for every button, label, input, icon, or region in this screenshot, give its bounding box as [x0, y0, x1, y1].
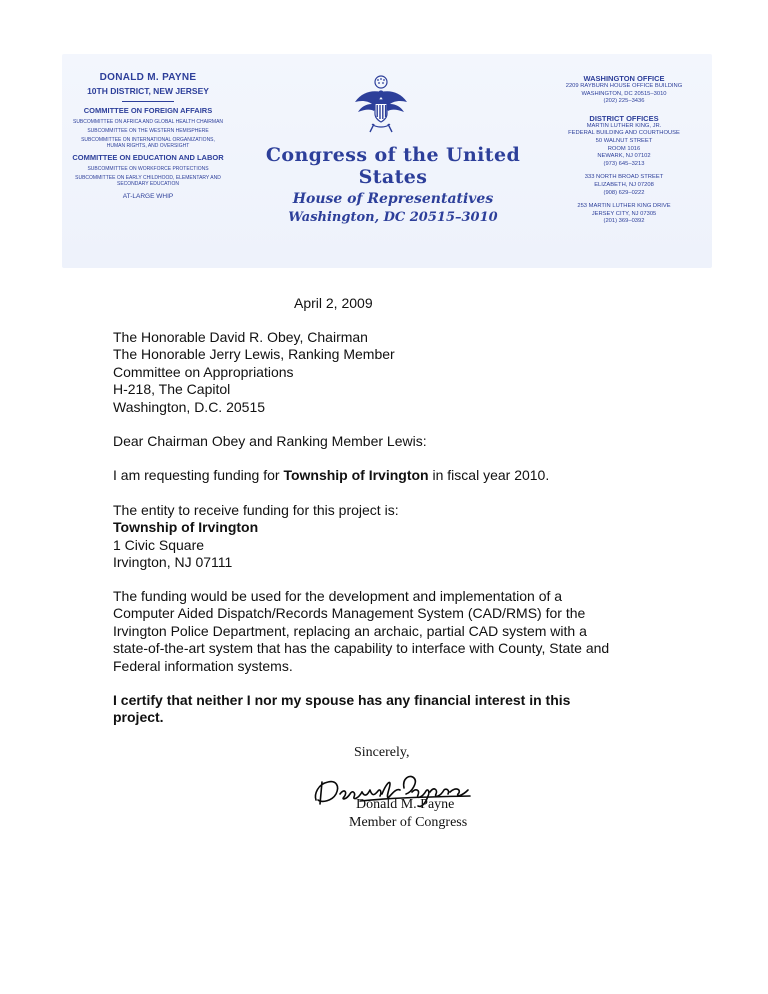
- certification-statement: [113, 692, 570, 727]
- district-office-phone: (973) 645–3213: [603, 160, 645, 167]
- entity-address-line: 1 Civic Square: [113, 536, 205, 553]
- washington-office-heading: WASHINGTON OFFICE: [583, 74, 665, 83]
- letter-date: April 2, 2009: [294, 295, 373, 311]
- district-office-line: 50 WALNUT STREET: [595, 137, 653, 144]
- letterhead-title-block: [232, 144, 554, 225]
- washington-office-line: WASHINGTON, DC 20515–3010: [581, 90, 667, 97]
- subcommittee-western: SUBCOMMITTEE ON THE WESTERN HEMISPHERE: [87, 128, 209, 134]
- district-office-line: FEDERAL BUILDING AND COURTHOUSE: [568, 130, 680, 137]
- district-office-line: ROOM 1016: [607, 145, 641, 152]
- addressee-block: [113, 329, 395, 416]
- purpose-line: Computer Aided Dispatch/Records Management System (CAD/RMS) for the: [113, 605, 586, 622]
- jersey-city-office-phone: (201) 369–0392: [603, 218, 645, 225]
- jersey-city-office-line: 253 MARTIN LUTHER KING DRIVE: [577, 203, 671, 210]
- funding-request-text: in fiscal year 2010.: [428, 467, 550, 483]
- certification-line: I certify that neither I nor my spouse has any financial interest in this: [113, 692, 571, 708]
- washington-address: Washington, DC 20515–3010: [288, 210, 498, 225]
- purpose-line: Federal information systems.: [113, 657, 293, 674]
- letterhead-member-block: [62, 72, 234, 200]
- entity-block: [113, 502, 399, 572]
- funding-request-entity: Township of Irvington: [283, 467, 429, 483]
- committee-foreign-affairs: COMMITTEE ON FOREIGN AFFAIRS: [83, 106, 213, 115]
- subcommittee-early-childhood: SUBCOMMITTEE ON EARLY CHILDHOOD, ELEMENTARY AND SECONDARY EDUCATION: [75, 175, 221, 187]
- district-offices-heading: DISTRICT OFFICES: [589, 113, 659, 123]
- salutation: Dear Chairman Obey and Ranking Member Lewis:: [113, 433, 427, 449]
- addressee-line: Washington, D.C. 20515: [113, 398, 266, 415]
- congress-title: Congress of the United States: [265, 144, 521, 188]
- washington-office-phone: (202) 225–3436: [603, 98, 645, 105]
- entity-name: Township of Irvington: [113, 519, 259, 536]
- signer-name: Donald M. Payne: [356, 797, 455, 812]
- subcommittee-international: SUBCOMMITTEE ON INTERNATIONAL ORGANIZATIONS, HUMAN RIGHTS, AND OVERSIGHT: [81, 137, 215, 149]
- divider: [122, 101, 174, 102]
- signer-title: Member of Congress: [349, 815, 468, 830]
- addressee-line: The Honorable Jerry Lewis, Ranking Member: [113, 346, 395, 363]
- elizabeth-office-line: ELIZABETH, NJ 07208: [594, 181, 654, 188]
- addressee-line: The Honorable David R. Obey, Chairman: [113, 329, 368, 345]
- funding-request: [113, 467, 549, 484]
- washington-office-line: 2209 RAYBURN HOUSE OFFICE BUILDING: [565, 83, 683, 89]
- district-office-line: NEWARK, NJ 07102: [597, 153, 651, 160]
- closing: Sincerely,: [354, 745, 410, 760]
- elizabeth-office-phone: (908) 629–0222: [603, 189, 645, 196]
- addressee-line: Committee on Appropriations: [113, 363, 294, 380]
- entity-intro: The entity to receive funding for this project is:: [113, 502, 399, 518]
- jersey-city-office-line: JERSEY CITY, NJ 07305: [591, 210, 657, 217]
- addressee-line: H-218, The Capitol: [113, 381, 231, 398]
- purpose-line: Irvington Police Department, replacing an archaic, partial CAD system with a: [113, 622, 587, 639]
- elizabeth-office-line: 333 NORTH BROAD STREET: [584, 174, 664, 181]
- subcommittee-africa: SUBCOMMITTEE ON AFRICA AND GLOBAL HEALTH CHAIRMAN: [72, 119, 224, 125]
- letterhead: [62, 54, 712, 268]
- member-district: 10TH DISTRICT, NEW JERSEY: [87, 86, 209, 96]
- letterhead-offices-block: [544, 72, 704, 226]
- committee-education: COMMITTEE ON EDUCATION AND LABOR: [72, 153, 224, 162]
- member-name: DONALD M. PAYNE: [99, 72, 197, 83]
- house-title: House of Representatives: [292, 191, 494, 207]
- eagle-seal-icon: [352, 74, 410, 138]
- whip-title: AT-LARGE WHIP: [122, 193, 174, 200]
- certification-line: project.: [113, 709, 164, 726]
- entity-address-line: Irvington, NJ 07111: [113, 554, 233, 571]
- purpose-line: The funding would be used for the development and implementation of a: [113, 588, 563, 604]
- funding-request-text: I am requesting funding for: [113, 467, 284, 483]
- purpose-line: state-of-the-art system that has the capability to interface with County, State and: [113, 640, 610, 657]
- district-office-line: MARTIN LUTHER KING, JR.: [586, 122, 662, 129]
- purpose-paragraph: [113, 588, 609, 675]
- subcommittee-workforce: SUBCOMMITTEE ON WORKFORCE PROTECTIONS: [87, 166, 209, 172]
